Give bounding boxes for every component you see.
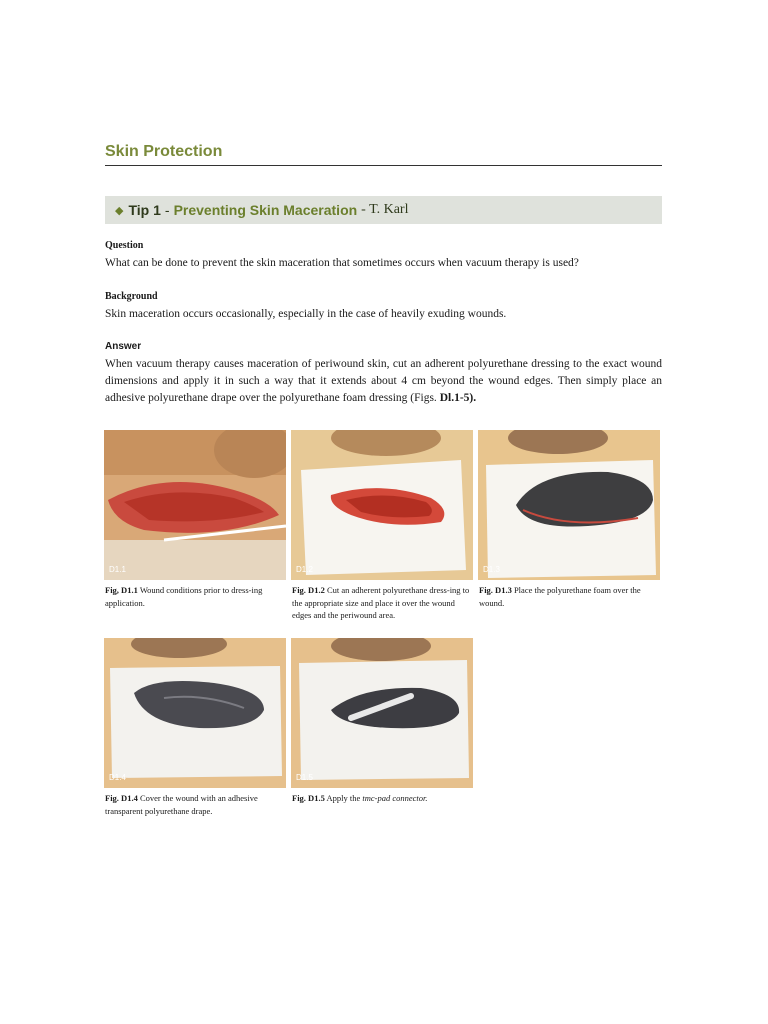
figure-number: Fig. D1.2 (292, 585, 325, 595)
tip-separator: - (164, 202, 170, 218)
question-section (105, 240, 662, 272)
answer-paragraph (105, 356, 662, 407)
photo-label-d1-3: D1.3 (483, 565, 500, 574)
answer-closing: ). (469, 392, 477, 404)
photo-label-d1-2: D1.2 (296, 565, 313, 574)
caption-d1-2 (292, 584, 472, 622)
photo-label-d1-5: D1.5 (296, 773, 313, 782)
answer-heading: Answer (105, 341, 142, 352)
photo-d1-4 (104, 638, 286, 788)
section-divider (105, 165, 662, 166)
photo-d1-3 (478, 430, 660, 580)
drape-photo-image (104, 638, 286, 788)
caption-d1-5 (292, 792, 472, 805)
figure-caption-italic: tmc-pad connector. (362, 793, 428, 803)
background-heading: Background (105, 291, 158, 302)
figure-caption-text: Place the polyurethane foam over the wound. (479, 585, 641, 608)
wound-dressing-photo-image (291, 430, 473, 580)
figure-number: Fig, D1.1 (105, 585, 138, 595)
photo-label-d1-1: D1.1 (109, 565, 126, 574)
figure-caption-text: Wound conditions prior to dress-ing application. (105, 585, 263, 608)
tip-author: - T. Karl (361, 202, 409, 217)
question-text: What can be done to prevent the skin maceration that sometimes occurs when vacuum therapy is used? (105, 257, 579, 269)
tip-header-band (105, 196, 662, 224)
figure-caption-text: Apply the (326, 793, 361, 803)
caption-d1-4 (105, 792, 283, 817)
figure-number: Fig. D1.3 (479, 585, 512, 595)
tip-title: Preventing Skin Maceration (173, 202, 358, 218)
background-section (105, 291, 662, 323)
photo-d1-5 (291, 638, 473, 788)
background-text: Skin maceration occurs occasionally, especially in the case of heavily exuding wounds. (105, 308, 507, 320)
figure-caption-text: Cover the wound with an adhesive transparent polyurethane drape. (105, 793, 258, 816)
tip-label: Tip 1 (128, 202, 161, 218)
caption-d1-3 (479, 584, 657, 609)
photo-d1-1 (104, 430, 286, 580)
wound-photo-image (104, 430, 286, 580)
diamond-bullet-icon: ◆ (115, 204, 124, 217)
figure-number: Fig. D1.5 (292, 793, 325, 803)
foam-dressing-photo-image (478, 430, 660, 580)
answer-section (105, 341, 662, 407)
photo-label-d1-4: D1.4 (109, 773, 126, 782)
photo-d1-2 (291, 430, 473, 580)
answer-text: When vacuum therapy causes maceration of periwound skin, cut an adherent polyurethane dressing to the exact wound dimensions and apply it in such a way that it extends about 4 cm beyond the wound edges. Then simply place an adhesive polyurethane drape over the polyurethane foam dressing (Figs. (105, 358, 662, 404)
caption-d1-1 (105, 584, 283, 609)
connector-photo-image (291, 638, 473, 788)
figure-number: Fig. D1.4 (105, 793, 138, 803)
section-title: Skin Protection (105, 143, 223, 160)
answer-figure-reference: Dl.1-5 (439, 392, 470, 404)
figure-caption-text: Cut an adherent polyurethane dress-ing to the appropriate size and place it over the wound edges and the periwound area. (292, 585, 470, 620)
question-heading: Question (105, 240, 144, 251)
